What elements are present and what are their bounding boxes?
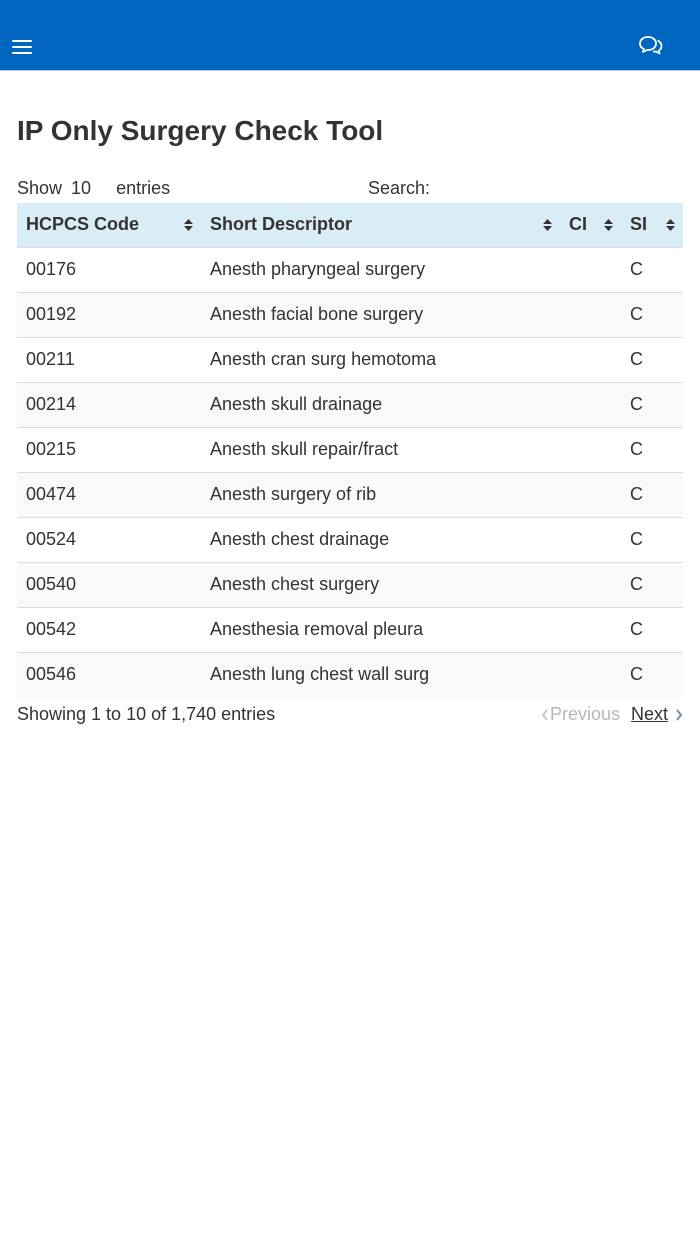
hcpcs-code-cell: 00214 — [17, 382, 201, 427]
hcpcs-code-cell: 00215 — [17, 427, 201, 472]
chevron-left-icon — [540, 708, 550, 722]
page-title: IP Only Surgery Check Tool — [17, 115, 384, 146]
si-cell: C — [621, 472, 683, 517]
menu-icon-bar — [12, 46, 32, 48]
sort-icon — [543, 219, 552, 231]
si-cell: C — [621, 652, 683, 697]
table-header-row — [17, 203, 683, 247]
table-row — [17, 472, 683, 517]
ci-cell — [560, 517, 621, 562]
hcpcs-code-cell: 00542 — [17, 607, 201, 652]
entries-length-control — [17, 178, 170, 199]
table-row — [17, 427, 683, 472]
column-header-si[interactable] — [621, 203, 683, 247]
si-cell: C — [621, 382, 683, 427]
column-header-label: HCPCS Code — [26, 214, 140, 235]
short-descriptor-cell: Anesth lung chest wall surg — [201, 652, 560, 697]
table-row — [17, 247, 683, 292]
menu-icon-bar — [12, 40, 32, 42]
ci-cell — [560, 427, 621, 472]
search-control — [368, 178, 679, 199]
ci-cell — [560, 607, 621, 652]
next-label: Next — [630, 704, 668, 724]
search-input[interactable] — [439, 178, 679, 199]
column-header-label: Short Descriptor — [210, 214, 353, 235]
sort-icon — [604, 219, 613, 231]
short-descriptor-cell: Anesth facial bone surgery — [201, 292, 560, 337]
column-header-ci[interactable] — [560, 203, 621, 247]
table-row — [17, 517, 683, 562]
ci-cell — [560, 652, 621, 697]
hcpcs-code-cell: 00192 — [17, 292, 201, 337]
ci-cell — [560, 472, 621, 517]
table-row — [17, 607, 683, 652]
previous-page-button[interactable] — [540, 704, 620, 725]
short-descriptor-cell: Anesthesia removal pleura — [201, 607, 560, 652]
column-header-short-descriptor[interactable] — [201, 203, 560, 247]
si-cell: C — [621, 247, 683, 292]
show-label: Show — [17, 178, 63, 198]
column-header-hcpcs-code[interactable] — [17, 203, 201, 247]
hcpcs-code-cell: 00546 — [17, 652, 201, 697]
si-cell: C — [621, 517, 683, 562]
ci-cell — [560, 247, 621, 292]
si-cell: C — [621, 337, 683, 382]
table-row — [17, 292, 683, 337]
surgery-codes-table — [17, 203, 683, 697]
ci-cell — [560, 562, 621, 607]
ci-cell — [560, 292, 621, 337]
short-descriptor-cell: Anesth cran surg hemotoma — [201, 337, 560, 382]
sort-icon — [184, 219, 193, 231]
hcpcs-code-cell: 00176 — [17, 247, 201, 292]
entries-per-page-select[interactable]: 10 — [71, 178, 92, 198]
column-header-label: SI — [630, 214, 648, 235]
short-descriptor-cell: Anesth skull repair/fract — [201, 427, 560, 472]
table-row — [17, 562, 683, 607]
sort-icon — [666, 219, 675, 231]
next-page-button[interactable] — [631, 704, 684, 725]
ci-cell — [560, 382, 621, 427]
chat-button[interactable] — [638, 34, 664, 58]
pagination — [540, 704, 684, 725]
si-cell: C — [621, 562, 683, 607]
short-descriptor-cell: Anesth surgery of rib — [201, 472, 560, 517]
hcpcs-code-cell: 00474 — [17, 472, 201, 517]
short-descriptor-cell: Anesth chest drainage — [201, 517, 560, 562]
chat-bubbles-icon — [638, 34, 664, 58]
table-row — [17, 382, 683, 427]
ci-cell — [560, 337, 621, 382]
column-header-label: CI — [569, 214, 587, 235]
previous-label: Previous — [549, 704, 620, 724]
hcpcs-code-cell: 00211 — [17, 337, 201, 382]
short-descriptor-cell: Anesth chest surgery — [201, 562, 560, 607]
hcpcs-code-cell: 00524 — [17, 517, 201, 562]
si-cell: C — [621, 427, 683, 472]
hcpcs-code-cell: 00540 — [17, 562, 201, 607]
si-cell: C — [621, 607, 683, 652]
top-navigation-bar — [0, 0, 700, 71]
si-cell: C — [621, 292, 683, 337]
short-descriptor-cell: Anesth skull drainage — [201, 382, 560, 427]
hamburger-menu-button[interactable] — [11, 38, 33, 56]
table-row — [17, 337, 683, 382]
menu-icon-bar — [12, 52, 32, 54]
table-info-text: Showing 1 to 10 of 1,740 entries — [17, 704, 276, 724]
entries-label: entries — [116, 178, 171, 198]
table-row — [17, 652, 683, 697]
search-label: Search: — [368, 178, 431, 198]
short-descriptor-cell: Anesth pharyngeal surgery — [201, 247, 560, 292]
chevron-right-icon — [674, 708, 684, 722]
